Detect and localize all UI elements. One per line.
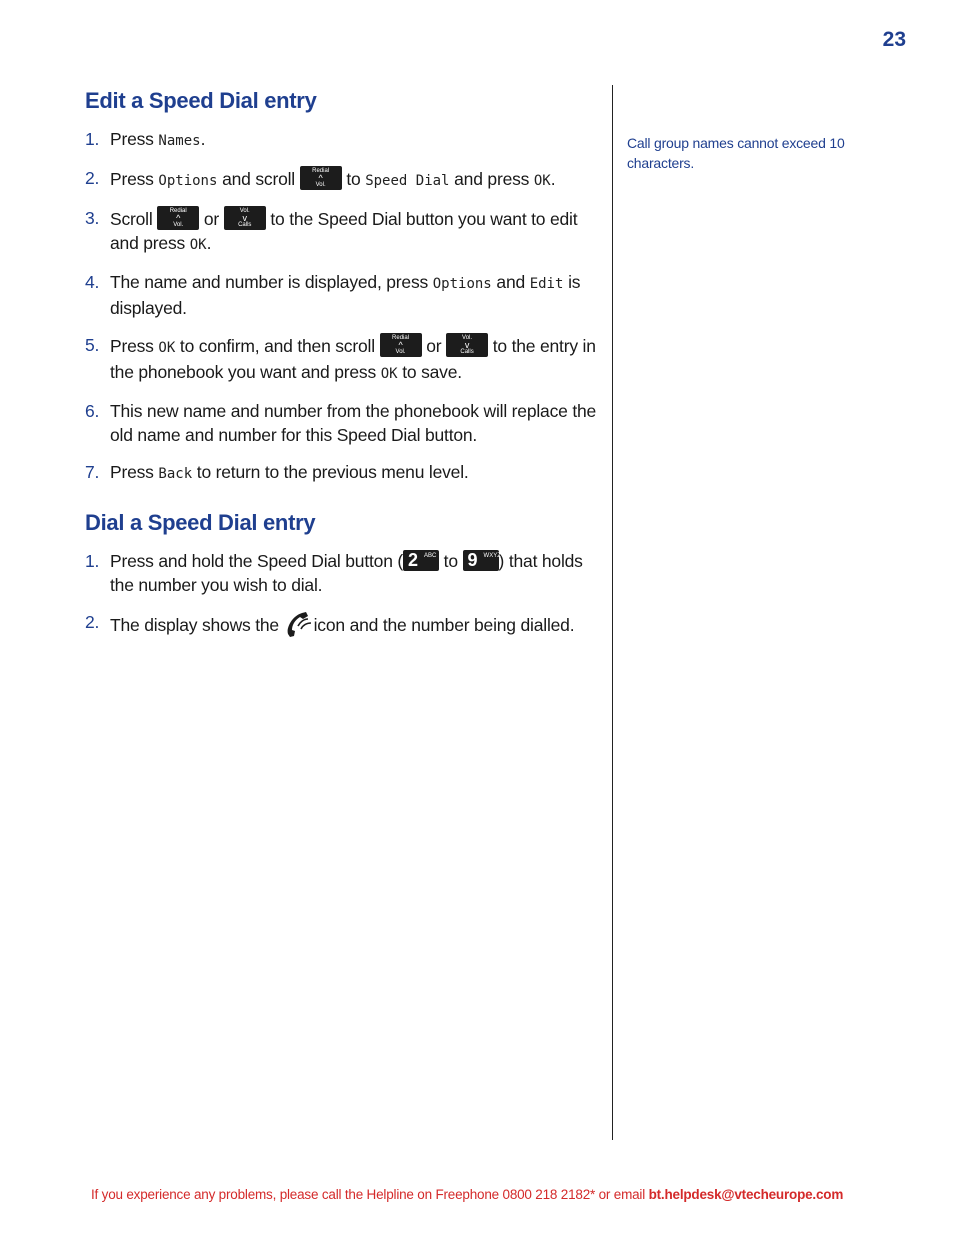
key-top-label: Redial — [312, 168, 330, 174]
key-9-icon — [463, 550, 499, 571]
scroll-up-key-icon — [300, 166, 342, 190]
step-text: is displayed. — [110, 272, 581, 318]
step-text: to return to the previous menu level. — [192, 462, 469, 482]
step-number: 5. — [85, 335, 100, 355]
key-bottom-label: Vol. — [395, 349, 406, 355]
edit-step-3 — [85, 206, 597, 257]
dial-section — [85, 510, 597, 638]
section-title-dial: Dial a Speed Dial entry — [85, 510, 316, 535]
step-text: . — [200, 129, 206, 149]
key-bottom-label: Calls — [460, 349, 474, 355]
step-number: 4. — [85, 272, 100, 292]
handset-icon — [284, 610, 314, 638]
page-number: 23 — [882, 28, 906, 51]
step-text: Press — [110, 129, 159, 149]
scroll-down-key-icon — [224, 206, 266, 230]
up-arrow-icon: ^ — [176, 213, 181, 223]
scroll-down-key-icon — [446, 333, 488, 357]
display-text: Back — [158, 466, 193, 482]
display-text: OK — [189, 237, 207, 253]
step-text: Press — [110, 462, 159, 482]
main-content — [85, 88, 597, 651]
step-text: icon and the number being dialled. — [313, 615, 575, 635]
display-text: Edit — [529, 276, 564, 292]
step-text: or — [199, 209, 224, 229]
key-bottom-label: Vol. — [315, 182, 326, 188]
dial-step-2 — [85, 610, 597, 638]
step-number: 6. — [85, 401, 100, 421]
dial-steps-list — [85, 549, 597, 638]
key-top-label: Redial — [392, 335, 410, 341]
edit-step-5 — [85, 333, 597, 386]
step-text: and press — [449, 169, 534, 189]
up-arrow-icon: ^ — [318, 173, 323, 183]
column-divider — [612, 85, 613, 1140]
step-text: and scroll — [217, 169, 300, 189]
key-bottom-label: Calls — [238, 222, 252, 228]
step-text: to the Speed Dial button you want to edit and press — [110, 209, 578, 253]
display-text: Options — [158, 173, 218, 189]
key-top-label: Vol. — [239, 208, 250, 214]
edit-step-1 — [85, 127, 597, 153]
step-number: 7. — [85, 462, 100, 482]
step-text: or — [421, 336, 447, 356]
key-digit: 9 — [467, 550, 478, 570]
step-number: 1. — [85, 129, 100, 149]
step-text: Scroll — [110, 209, 158, 229]
scroll-up-key-icon — [157, 206, 199, 230]
step-text: ) that holds the number you wish to dial. — [110, 551, 583, 595]
footer-helpline — [91, 1187, 891, 1202]
step-number: 3. — [85, 208, 100, 228]
display-text: Speed Dial — [365, 173, 450, 189]
scroll-up-key-icon — [380, 333, 422, 357]
dial-step-1 — [85, 549, 597, 597]
step-text: to confirm, and then scroll — [175, 336, 380, 356]
down-arrow-icon: v — [242, 213, 247, 223]
key-bottom-label: Vol. — [173, 222, 184, 228]
step-text: The name and number is displayed, press — [110, 272, 433, 292]
key-top-label: Redial — [169, 208, 187, 214]
key-digit: 2 — [408, 550, 419, 570]
step-number: 2. — [85, 168, 100, 188]
edit-step-6 — [85, 399, 597, 447]
step-text: to — [341, 169, 366, 189]
step-text: to save. — [397, 362, 462, 382]
step-number: 2. — [85, 612, 100, 632]
key-letters: ABC — [424, 553, 437, 559]
step-text: and — [491, 272, 530, 292]
edit-steps-list — [85, 127, 597, 486]
display-text: OK — [158, 340, 176, 356]
display-text: Options — [432, 276, 492, 292]
edit-step-7 — [85, 460, 597, 486]
key-top-label: Vol. — [462, 335, 473, 341]
step-text: Press — [110, 336, 159, 356]
key-letters: WXYZ — [483, 553, 501, 559]
footer-text: If you experience any problems, please call the Helpline on Freephone 0800 218 2182* or email — [91, 1187, 649, 1202]
display-text: OK — [380, 366, 398, 382]
step-text: to — [439, 551, 463, 571]
step-text: . — [550, 169, 556, 189]
sidenote: Call group names cannot exceed 10 characters. — [627, 135, 845, 171]
display-text: OK — [533, 173, 551, 189]
step-text: Press and hold the Speed Dial button ( — [110, 551, 404, 571]
step-text: Press — [110, 169, 159, 189]
helpdesk-email-link[interactable]: bt.helpdesk@vtecheurope.com — [648, 1187, 844, 1202]
step-text: This new name and number from the phonebook will replace the old name and number for this Speed Dial button. — [110, 401, 597, 445]
step-text: to the entry in the phonebook you want and press — [110, 336, 596, 382]
display-text: Names — [158, 133, 201, 149]
up-arrow-icon: ^ — [398, 340, 403, 350]
down-arrow-icon: v — [464, 340, 470, 350]
section-title-edit: Edit a Speed Dial entry — [85, 88, 317, 113]
step-text: The display shows the — [110, 615, 284, 635]
edit-step-2 — [85, 166, 597, 193]
step-number: 1. — [85, 551, 100, 571]
edit-step-4 — [85, 270, 597, 320]
step-text: . — [206, 233, 212, 253]
key-2-icon — [403, 550, 439, 571]
